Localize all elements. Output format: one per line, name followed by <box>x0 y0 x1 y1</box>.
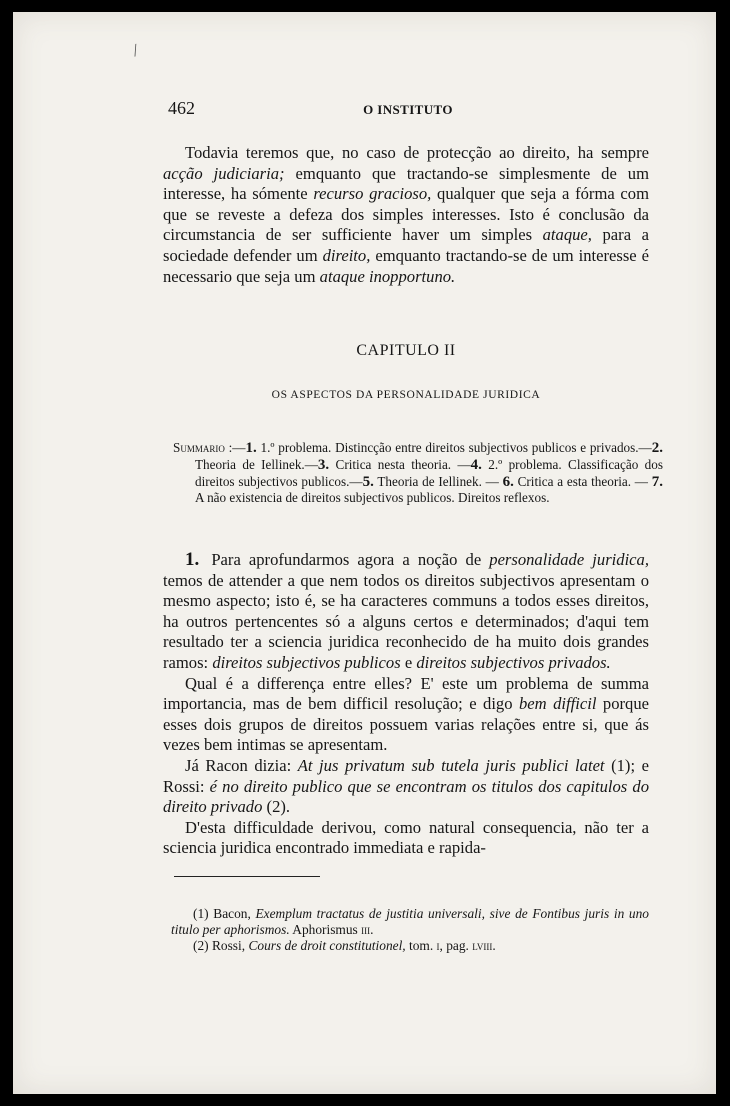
paragraph-3: Já Racon dizia: At jus privatum sub tutela juris publici latet (1); e Rossi: é no direito publico que se encontram os titulos dos capitulos do direito privado (2). <box>163 755 649 817</box>
paragraph-2: Qual é a differença entre elles? E' este um problema de summa importancia, mas de bem difficil resolução; e digo bem difficil porque esses dois grupos de direitos possuem varias relações entre si, que ás vezes bem intimas se apresentam. <box>163 673 649 755</box>
section-number: 1. <box>185 549 200 570</box>
stray-mark: / <box>130 39 141 61</box>
footnote-1: (1) Bacon, Exemplum tractatus de justitia universali, sive de Fontibus juris in uno titulo per aphorismos. Aphorismus iii. <box>171 906 650 937</box>
footnotes <box>171 906 649 954</box>
section-1-paragraph: 1. Para aprofundarmos agora a noção de personalidade juridica, temos de attender a que nem todos os direitos subjectivos apresentam o mesmo aspecto; isto é, se ha caracteres communs a todos esses direitos, ha outros pertencentes só a alguns certos e determinados; d'aqui tem resultado ter a sciencia juridica reconhecido de ha muito dois grandes ramos: direitos subjectivos publicos e direitos subjectivos privados. <box>163 549 649 672</box>
chapter-subtitle: OS ASPECTOS DA PERSONALIDADE JURIDICA <box>271 389 541 401</box>
summary-label: Summario <box>173 440 225 455</box>
book-page <box>13 12 716 1094</box>
footnote-2: (2) Rossi, Cours de droit constitutionel, tom. i, pag. lviii. <box>193 938 496 953</box>
intro-paragraph: Todavia teremos que, no caso de protecção ao direito, ha sempre acção judiciaria; emquanto que tractando-se simplesmente de um interesse, ha sómente recurso gracioso, qualquer que seja a fórma com que se reveste a defeza dos simples interesses. Isto é conclusão da circumstancia de ser sufficiente haver um simples ataque, para a sociedade defender um direito, emquanto tractando-se de um interesse é necessario que seja um ataque inopportuno. <box>163 143 650 286</box>
paragraph-4: D'esta difficuldade derivou, como natural consequencia, não ter a sciencia juridica encontrado immediata e rapida- <box>163 817 649 858</box>
body-text <box>163 550 649 859</box>
running-title: O INSTITUTO <box>363 102 453 117</box>
footnote-divider <box>174 876 320 877</box>
page-number: 462 <box>168 98 195 118</box>
chapter-summary: Summario :—1. 1.º problema. Distincção entre direitos subjectivos publicos e privados.—2. Theoria de Iellinek.—3. Critica nesta theoria. —4. 2.º problema. Classificação dos direitos subjectivos publicos.—5. Theoria de Iellinek. — 6. Critica a esta theoria. — 7. A não existencia de direitos subjectivos publicos. Direitos reflexos. <box>173 440 664 506</box>
page-header <box>168 98 648 120</box>
chapter-title: CAPITULO II <box>356 342 456 359</box>
